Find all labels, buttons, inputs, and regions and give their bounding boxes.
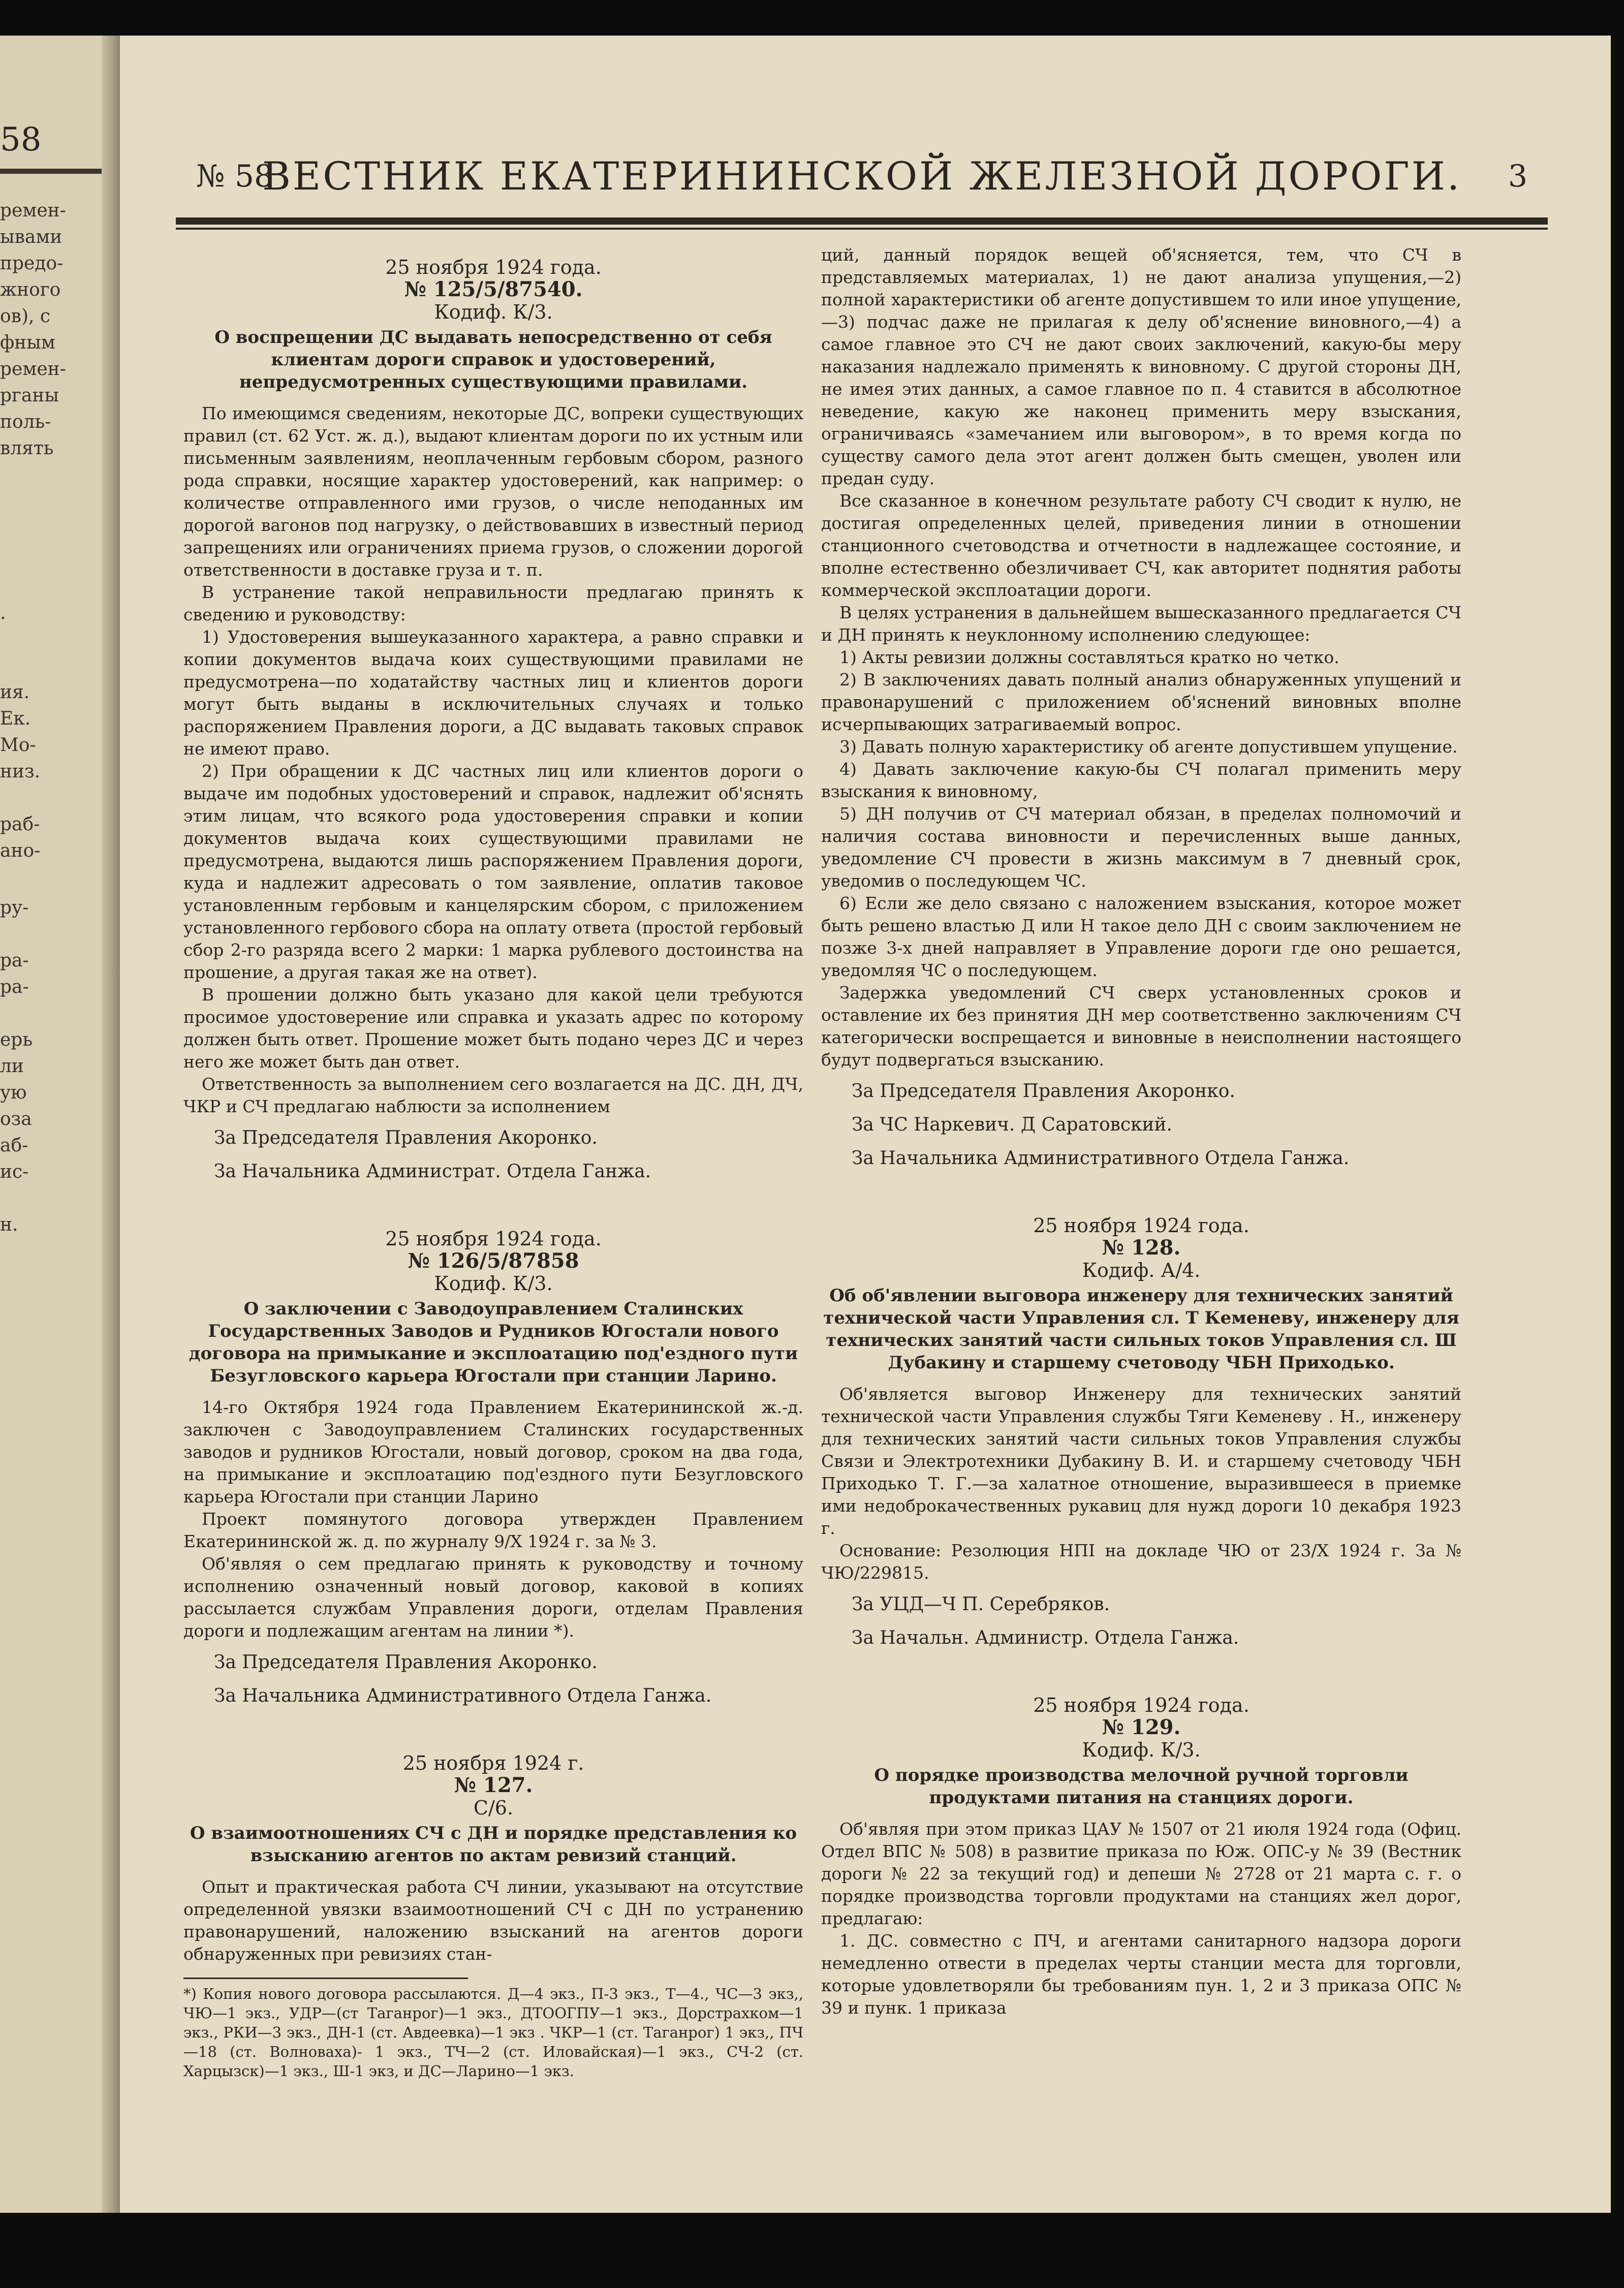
previous-page-header-rule [0,169,102,174]
order-paragraph: Ответственность за выполнением сего возлагается на ДС. ДН, ДЧ, ЧКР и СЧ предлагаю наблюсти за исполнением [183,1074,803,1116]
page-header [176,153,1548,214]
footnote-rule [183,1978,468,1979]
order-date: 25 ноября 1924 года. [385,256,602,278]
order-paragraph: Задержка уведомлений СЧ сверх установленных сроков и оставление их без принятия ДН мер соответственно заключениям СЧ категорически воспрещается и виновные в неисполнении настоящего будут подвергаться взысканию. [821,983,1461,1070]
order-number: № 127. [454,1773,533,1797]
newspaper-title: ВЕСТНИК ЕКАТЕРИНИНСКОЙ ЖЕЛЕЗНОЙ ДОРОГИ. [262,153,1462,199]
previous-page-fragment: аб- [0,1135,28,1156]
order-paragraph: 2) В заключениях давать полный анализ обнаруженных упущений и правонарушений с приложением об'яснений виновных вполне исчерпывающих затрагиваемый вопрос. [821,670,1461,734]
order-date: 25 ноября 1924 года. [1033,1214,1250,1237]
previous-page-fragment: ра- [0,977,29,997]
order-paragraph: В устранение такой неправильности предлагаю принять к сведению и руководству: [183,582,803,624]
previous-page-fragment: рганы [0,385,59,406]
order-number: № 125/5/87540. [404,277,583,301]
order-paragraph: 3) Давать полную характеристику об агенте допустившем упущение. [839,737,1458,757]
order-paragraph: По имеющимся сведениям, некоторые ДС, вопреки существующих правил (ст. 62 Уст. ж. д.), выдают клиентам дороги по их устным или письменным заявлениям, неоплаченным гербовым сбором, разного рода справки, носящие характер удостоверений, как например: о количестве отправленного ими грузов, о числе неподанных им дорогой вагонов под нагрузку, о действовавших в известный период запрещениях или ограничениях приема грузов, о сложении дорогой ответственности в доставке груза и т. п. [183,403,803,580]
signature: За УЦД—Ч П. Серебряков. [852,1594,1110,1615]
previous-page-fragment: ерь [0,1029,33,1050]
order-paragraph: Об'являя о сем предлагаю принять к руководству и точному исполнению означенный новый договор, каковой в копиях рассылается службам Управления дороги, отделам Правления дороги и подлежащим агентам на линии *). [183,1554,803,1641]
order-date: 25 ноября 1924 г. [402,1752,584,1774]
order-date: 25 ноября 1924 года. [385,1228,602,1250]
order-date: 25 ноября 1924 года. [1033,1694,1250,1716]
footnote: *) Копия нового договора рассылаются. Д—4 экз., П-3 экз., Т—4., ЧС—3 экз,, ЧЮ—1 экз., УДР—(ст Таганрог)—1 экз., ДТООГПУ—1 экз., Дорстрахком—1 экз., РКИ—3 экз., ДН-1 (ст. Авдеевка)—1 экз . ЧКР—1 (ст. Таганрог) 1 экз,, ПЧ—18 (ст. Волноваха)- 1 экз., ТЧ—2 (ст. Иловайская)—1 экз., СЧ-2 (ст. Харцызск)—1 экз., Ш-1 экз, и ДС—Ларино—1 экз. [183,1985,803,2080]
previous-page-fragment: ра- [0,950,29,971]
previous-page-fragment: ремен- [0,200,66,221]
previous-page-fragment: ремен- [0,359,66,380]
previous-page-edge [0,36,118,2213]
signature: За Начальника Администрат. Отдела Ганжа. [214,1161,651,1182]
header-rule [176,217,1548,225]
order-paragraph: В прошении должно быть указано для какой цели требуются просимое удостоверение или справка и указать адрес по которому должен быть ответ. Прошение может быть подано через ДС и через него же может быть дан ответ. [183,985,803,1072]
order-title: О воспрещении ДС выдавать непосредственно от себя клиентам дороги справок и удостоверений, непредусмотренных существующими правилами. [214,327,772,392]
right-column [821,244,1461,2019]
order-paragraph: Об'являя при этом приказ ЦАУ № 1507 от 21 июля 1924 года (Офиц. Отдел ВПС № 508) в развитие приказа по Юж. ОПС-у № 39 (Вестник дороги № 22 за текущий год) и депеши № 2728 от 21 марта с. г. о порядке производства торговли продуктами на станциях жел дорог, предлагаю: [821,1819,1461,1928]
previous-page-fragment: раб- [0,814,40,835]
left-column [183,244,803,2081]
order-title: Об об'явлении выговора инженеру для технических занятий технической части Управления сл. Т Кеменеву, инженеру для технических занятий части сильных токов Управления сл. Ш Дубакину и старшему счетоводу ЧБН Приходько. [823,1286,1459,1373]
previous-page-fragment: ано- [0,840,41,861]
previous-page-fragment: ис- [0,1162,29,1182]
page-gutter [102,36,120,2213]
order-paragraph: Опыт и практическая работа СЧ линии, указывают на отсутствие определенной увязки взаимоотношений СЧ с ДН по устранению правонарушений, наложению взысканий на агентов дороги обнаруженных при ревизиях стан- [183,1877,803,1964]
order-paragraph: 1) Акты ревизии должны составляться кратко но четко. [839,647,1339,667]
order-code: Кодиф. К/3. [434,301,553,323]
previous-page-fragment: Ек. [0,708,31,729]
order-paragraph: В целях устранения в дальнейшем вышесказанного предлагается СЧ и ДН принять к неуклонному исполнению следующее: [821,603,1461,645]
order-paragraph: Все сказанное в конечном результате работу СЧ сводит к нулю, не достигая определенных целей, приведения линии в отношении станционного счетоводства и отчетности в надлежащее состояние, и вполне естественно обезличивает СЧ, как авторитет поднятия работы коммерческой эксплоатации дороги. [821,491,1461,600]
order-126 [183,1228,803,1709]
order-127 [183,1752,803,2081]
order-128 [821,1214,1461,1651]
order-number: № 126/5/87858 [408,1249,579,1273]
previous-page-fragment: ру- [0,897,29,918]
order-paragraph: 2) При обращении к ДС частных лиц или клиентов дороги о выдаче им подобных удостоверений и справок, надлежит об'яснять этим лицам, что всякого рода удостоверения справки и копии документов выдача коих существующими правилами не предусмотрена, выдаются лишь распоряжением Правления дороги, куда и надлежит адресовать о том заявление, оплатив таковое установленным гербовым и канцелярским сбором, с приложением установленного гербового сбора на оплату ответа (простой гербовый сбор 2-го разряда всего 2 марки: 1 марка рублевого достоинства на прошение, а другая такая же на ответ). [183,761,803,982]
order-code: С/6. [473,1797,514,1819]
previous-page-fragment: фным [0,332,55,353]
order-number: № 128. [1102,1236,1181,1260]
previous-page-fragment: предо- [0,253,64,274]
order-title: О взаимоотношениях СЧ с ДН и порядке представления ко взысканию агентов по актам ревизий станций. [190,1823,797,1866]
previous-page-fragment: влять [0,438,54,459]
order-paragraph: Об'является выговор Инженеру для технических занятий технической части Управления службы Тяги Кеменеву . Н., инженеру для технических занятий части сильных токов Управления службы Связи и Электротехники Дубакину В. И. и старшему счетоводу ЧБН Приходько Т. Г.—за халатное отношение, выразившееся в приемке ими недоброкачественных рукавиц для нужд дороги 10 декабря 1923 г. [821,1384,1461,1538]
page-number: 3 [1508,159,1527,194]
header-rule-thin [176,228,1548,230]
order-code: Кодиф. К/3. [434,1272,553,1295]
signature: За Председателя Правления Акоронко. [214,1127,598,1148]
signature: За Начальника Административного Отдела Ганжа. [214,1685,712,1706]
order-paragraph: Проект помянутого договора утвержден Правлением Екатерининской ж. д. по журналу 9/Х 1924 г. за № 3. [183,1509,803,1551]
previous-page-fragment: ия. [0,682,30,703]
order-125 [183,256,803,1185]
order-paragraph: 4) Давать заключение какую-бы СЧ полагал применить меру взыскания к виновному, [821,759,1461,801]
previous-page-fragment: низ. [0,761,41,782]
order-paragraph: 14-го Октября 1924 года Правлением Екатерининской ж.-д. заключен с Заводоуправлением Сталинских государственных заводов и рудников Югостали, новый договор, сроком на два года, на примыкание и эксплоатацию под'ездного пути Безугловского карьера Югостали при станции Ларино [183,1397,803,1507]
order-129 [821,1694,1461,2019]
previous-page-fragment: н. [0,1214,18,1235]
previous-page-fragment: оза [0,1109,32,1130]
previous-page-fragment: жного [0,279,61,300]
signature: За ЧС Наркевич. Д Саратовский. [852,1114,1172,1135]
order-paragraph: 1. ДС. совместно с ПЧ, и агентами санитарного надзора дороги немедленно отвести в пределах черты станции места для торговли, которые удовлетворяли бы требованиям пун. 1, 2 и 3 приказа ОПС № 39 и пунк. 1 приказа [821,1931,1461,2018]
previous-page-fragment: . [0,603,6,623]
order-code: Кодиф. А/4. [1082,1259,1201,1281]
order-paragraph: 6) Если же дело связано с наложением взыскания, которое может быть решено властью Д или Н такое дело ДН с своим заключением не позже 3-х дней направляет в Управление дороги где оно решается, уведомляя ЧС о последующем. [821,893,1461,980]
newspaper-page [120,36,1611,2213]
order-paragraph: 1) Удостоверения вышеуказанного характера, а равно справки и копии документов выдача коих существующими правилами не предусмотрена—по ходатайству частных лиц и клиентов дороги могут быть выданы в исключительных случаях и только распоряжением Правления дороги, а ДС выдавать таковых справок не имеют право. [183,627,803,759]
order-paragraph: 5) ДН получив от СЧ материал обязан, в пределах полномочий и наличия состава виновности и перечисленных выше данных, уведомление СЧ провести в жизнь максимум в 7 дневный срок, уведомив о последующем ЧС. [821,804,1461,891]
previous-page-fragment: ую [0,1082,27,1103]
order-title: О заключении с Заводоуправлением Сталинских Государственных Заводов и Рудников Югостали нового договора на примыкание и эксплоатацию под'ездного пути Безугловского карьера Югостали при станции Ларино. [189,1299,798,1386]
order-127-continued [821,244,1461,1172]
order-title: О порядке производства мелочной ручной торговли продуктами питания на станциях дороги. [874,1765,1409,1808]
previous-page-fragment: поль- [0,412,51,432]
signature: За Начальника Административного Отдела Ганжа. [852,1148,1350,1169]
signature: За Председателя Правления Акоронко. [214,1652,598,1673]
issue-number: № 58 [196,159,274,194]
previous-page-fragment: ли [0,1056,24,1077]
signature: За Председателя Правления Акоронко. [852,1081,1235,1102]
order-number: № 129. [1102,1715,1181,1739]
previous-page-fragment: ывами [0,227,63,247]
previous-page-number: 58 [0,121,42,159]
order-paragraph: ций, данный порядок вещей об'ясняется, тем, что СЧ в представляемых материалах, 1) не дают анализа упущения,—2) полной характеристики об агенте допустившем то или иное упущение,—3) подчас даже не прилагая к делу об'яснение виновного,—4) а самое главное это СЧ не дают своих заключений, какую-бы меру наказания надлежало применять к виновному. С другой стороны ДН, не имея этих данных, а самое главное по п. 4 ставится в абсолютное неведение, какую же наконец применить меру взыскания, ограничиваясь «замечанием или выговором», в то время когда по существу самого дела этот агент должен быть смещен, уволен или предан суду. [821,245,1461,488]
previous-page-fragment: ов), с [0,306,51,327]
order-code: Кодиф. К/3. [1082,1739,1201,1761]
order-paragraph: Основание: Резолюция НПІ на докладе ЧЮ от 23/Х 1924 г. За № ЧЮ/229815. [821,1541,1461,1583]
signature: За Начальн. Администр. Отдела Ганжа. [852,1627,1239,1648]
previous-page-fragment: Мо- [0,735,36,756]
